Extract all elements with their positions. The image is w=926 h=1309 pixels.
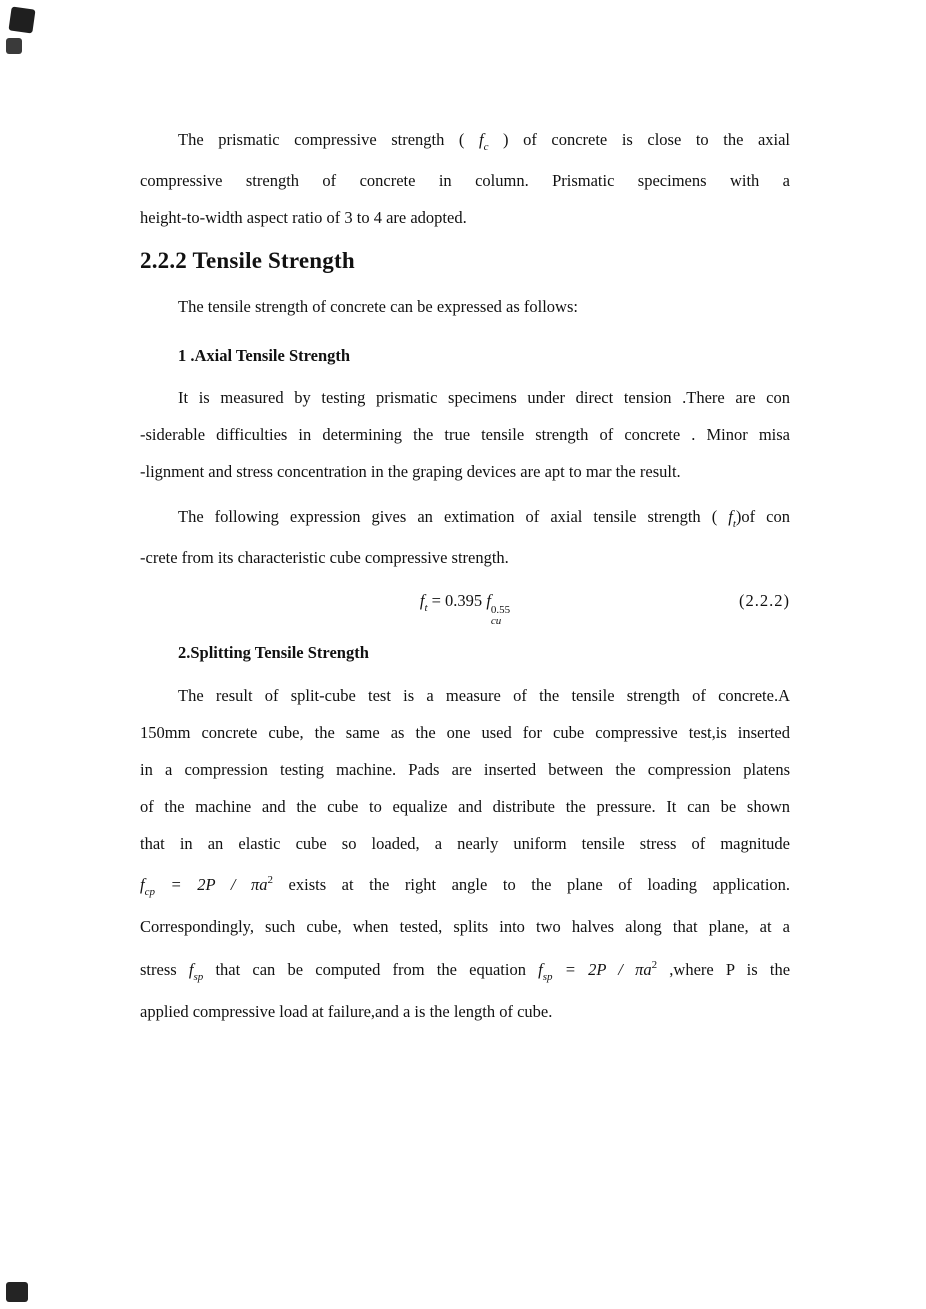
math-superscript-055: 0.55 bbox=[490, 604, 511, 616]
text-line: compressive strength of concrete in column. Prismatic specimens with a bbox=[140, 171, 790, 190]
math-expression: = 2P / πa bbox=[564, 960, 652, 979]
scan-artifact-top-1 bbox=[8, 6, 35, 33]
paragraph-axial-tensile bbox=[140, 379, 790, 490]
line-text: The prismatic compressive strength ( bbox=[178, 130, 465, 149]
equation-ft bbox=[419, 591, 511, 627]
math-f-symbol: f bbox=[728, 507, 733, 526]
math-subscript-cu: cu bbox=[490, 615, 502, 627]
section-heading-tensile-strength: 2.2.2 Tensile Strength bbox=[140, 248, 355, 273]
page-content bbox=[140, 117, 790, 1032]
text-line bbox=[140, 117, 790, 162]
math-f-symbol: f bbox=[188, 960, 194, 979]
math-expression: = 2P / πa bbox=[170, 875, 268, 894]
text-line: 150mm concrete cube, the same as the one used for cube compressive test,is inserted bbox=[140, 723, 790, 742]
math-subscript-sp: sp bbox=[542, 971, 553, 983]
text-line: The result of split-cube test is a measure of the tensile strength of concrete.A bbox=[178, 686, 790, 705]
math-f-symbol: f bbox=[538, 960, 543, 979]
line-text: The following expression gives an extimation of axial tensile strength ( bbox=[178, 507, 718, 526]
intro-line: The tensile strength of concrete can be expressed as follows: bbox=[178, 297, 578, 316]
scan-artifact-top-2 bbox=[6, 38, 22, 54]
text-line: -siderable difficulties in determining the true tensile strength of concrete . Minor misa bbox=[140, 425, 790, 444]
paragraph-expression bbox=[140, 494, 790, 576]
text-line: in a compression testing machine. Pads are inserted between the compression platens bbox=[140, 760, 790, 779]
text-line: height-to-width aspect ratio of 3 to 4 are adopted. bbox=[140, 208, 467, 227]
math-subsup-stack bbox=[491, 605, 510, 627]
math-f-symbol: f bbox=[478, 130, 484, 149]
subheading-splitting-tensile: 2.Splitting Tensile Strength bbox=[178, 643, 369, 662]
text-line: -lignment and stress concentration in the graping devices are apt to mar the result. bbox=[140, 462, 681, 481]
math-superscript-2: 2 bbox=[651, 959, 658, 971]
text-line: that in an elastic cube so loaded, a nearly uniform tensile stress of magnitude bbox=[140, 834, 790, 853]
text-line bbox=[140, 947, 790, 992]
subheading-axial-tensile: 1 .Axial Tensile Strength bbox=[178, 346, 351, 365]
text-line bbox=[140, 494, 790, 539]
math-subscript-sp: sp bbox=[193, 971, 204, 983]
scan-artifact-bottom bbox=[6, 1282, 28, 1302]
math-subscript-cp: cp bbox=[144, 886, 155, 898]
math-subscript-c: c bbox=[483, 141, 489, 153]
math-f-symbol: f bbox=[419, 591, 425, 610]
line-text: ) of concrete is close to the axial bbox=[503, 130, 790, 149]
equation-number: (2.2.2) bbox=[739, 591, 790, 610]
math-superscript-2: 2 bbox=[267, 874, 273, 886]
math-subscript-t: t bbox=[424, 602, 428, 614]
math-f-symbol: f bbox=[140, 875, 145, 894]
equation-row bbox=[140, 578, 790, 627]
line-text: exists at the right angle to the plane of loading application. bbox=[288, 875, 790, 894]
paragraph-prismatic bbox=[140, 117, 790, 236]
text-line: applied compressive load at failure,and a is the length of cube. bbox=[140, 1002, 553, 1021]
equation-rhs: = 0.395 bbox=[431, 591, 483, 610]
text-line: of the machine and the cube to equalize and distribute the pressure. It can be shown bbox=[140, 797, 790, 816]
math-subscript-t: t bbox=[732, 518, 736, 530]
line-text: )of con bbox=[735, 507, 790, 526]
text-line bbox=[140, 862, 790, 907]
line-text: that can be computed from the equation bbox=[215, 960, 526, 979]
math-f-symbol: f bbox=[486, 591, 491, 610]
paragraph-splitting bbox=[140, 677, 790, 1032]
line-text: stress bbox=[140, 960, 177, 979]
line-text: ,where P is the bbox=[669, 960, 790, 979]
text-line: Correspondingly, such cube, when tested, splits into two halves along that plane, at a bbox=[140, 917, 790, 936]
text-line: -crete from its characteristic cube compressive strength. bbox=[140, 548, 509, 567]
text-line: It is measured by testing prismatic specimens under direct tension .There are con bbox=[178, 388, 790, 407]
